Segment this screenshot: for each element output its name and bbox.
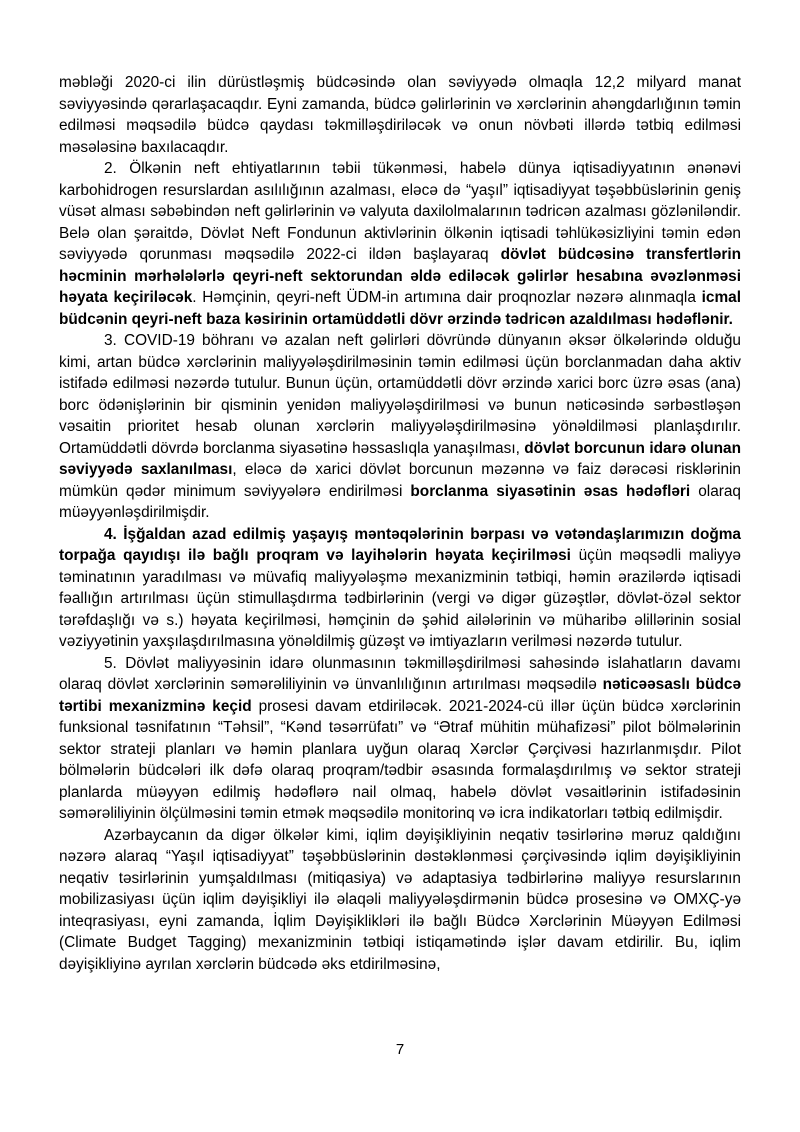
- text-segment: , eləcə də xarici dövlət borcunun məzənnə və faiz dərəcəsi risklərinin mümkün qədər minimum səviyyələrə endirilməsi: [59, 461, 741, 500]
- text-segment: 3. COVID-19 böhranı və azalan neft gəlirləri dövründə dünyanın əksər ölkələrində olduğu kimi, artan büdcə xərclərinin maliyyələşdirilməsinin təmin edilməsi üçün borclanmadan daha aktiv istifadə edilməsi nəzərdə tutulur. Bunun üçün, ortamüddətli dövr ərzində xarici borc üzrə əsas (ana) borc ödənişlərinin bir qisminin yenidən maliyyələşdirilməsi və bunun nəticəsində sərbəstləşən vəsaitin prioritet hesab olunan xərclərin maliyyələşdirilməsinə yönəldilməsi planlaşdırılır. Ortamüddətli dövrdə borclanma siyasətinə həssaslıqla yanaşılması,: [59, 332, 741, 457]
- text-segment: üçün məqsədli maliyyə təminatının yaradılması və müvafiq maliyyələşmə mexanizminin tətbiqi, həmin ərazilərdə iqtisadi fəallığın artırılması üçün stimullaşdırma tədbirlərinin (vergi və digər güzəştlər, dövlət-özəl sektor tərəfdaşlığı və s.) həyata keçirilməsi, həmçinin də şəhid ailələrinin və müharibə əlillərinin sosial vəziyyətinin yaxşılaşdırılmasına yönəldilmiş güzəşt və imtiyazların verilməsi nəzərdə tutulur.: [59, 547, 741, 650]
- text-segment: . Həmçinin, qeyri-neft ÜDM-in artımına dair proqnozlar nəzərə alınmaqla: [192, 289, 702, 306]
- text-segment: 5. Dövlət maliyyəsinin idarə olunmasının təkmilləşdirilməsi sahəsində islahatların davamı olaraq dövlət xərclərinin səmərəliliyinin və ünvanlılığının artırılması məqsədilə: [59, 654, 741, 693]
- text-segment: prosesi davam etdiriləcək. 2021-2024-cü illər üçün büdcə xərclərinin funksional təsnifatının “Təhsil”, “Kənd təsərrüfatı” və “Ətraf mühitin mühafizəsi” pilot bölmələrinin sektor strateji planları və həmin planlara uyğun olaraq Xərclər Çərçivəsi hazırlanmışdır. Pilot bölmələrin büdcələri ilk dəfə olaraq proqram/tədbir əsasında formalaşdırılmış və sektor strateji planlarda müəyyən edilmiş hədəflərə nail olmaq, habelə dövlət vəsaitlərinin istifadəsinin səmərəliliyinin ölçülməsini təmin etmək məqsədilə monitorinq və icra indikatorları tətbiq edilmişdir.: [59, 697, 741, 822]
- text-segment: məbləği 2020-ci ilin dürüstləşmiş büdcəsində olan səviyyədə olmaqla 12,2 milyard manat səviyyəsində qərarlaşacaqdır. Eyni zamanda, büdcə gəlirlərinin və xərclərinin ahəngdarlığının təmin edilməsi məqsədilə büdcə qaydası təkmilləşdiriləcək və onun növbəti illərdə tətbiq edilməsi məsələsinə baxılacaqdır.: [59, 74, 741, 156]
- bold-text-segment: icmal büdcənin qeyri-neft baza kəsirinin ortamüddətli dövr ərzində tədricən azaldılması hədəflənir.: [59, 289, 741, 328]
- paragraph-1: [59, 72, 741, 158]
- text-block: [59, 72, 741, 975]
- paragraph-4: [59, 524, 741, 653]
- text-segment: 2. Ölkənin neft ehtiyatlarının təbii tükənməsi, habelə dünya iqtisadiyyatının ənənəvi karbohidrogen resurslardan asılılığının azalması, eləcə də “yaşıl” iqtisadiyyat təşəbbüslərinin geniş vüsət alması səbəbindən neft gəlirlərinin və valyuta daxilolmalarının tədricən azalması gözləniləndir. Belə olan şəraitdə, Dövlət Neft Fondunun aktivlərinin ölkənin iqtisadi təhlükəsizliyini təmin edən səviyyədə qorunması məqsədilə 2022-ci ildən başlayaraq: [59, 160, 741, 263]
- page-number: 7: [395, 1041, 405, 1058]
- text-segment: Azərbaycanın da digər ölkələr kimi, iqlim dəyişikliyinin neqativ təsirlərinə məruz qaldığını nəzərə alaraq “Yaşıl iqtisadiyyat” təşəbbüslərinin dəstəklənməsi çərçivəsində iqlim dəyişikliyinin neqativ təsirlərinin yumşaldılması (mitiqasiya) və adaptasiya tədbirlərinə maliyyə resurslarının mobilizasiyası üçün iqlim dəyişikliyi ilə əlaqəli maliyyələşdirmənin büdcə prosesinə və OMXÇ-yə inteqrasiyası, eyni zamanda, İqlim Dəyişiklikləri ilə bağlı Büdcə Xərclərinin Müəyyən Edilməsi (Climate Budget Tagging) mexanizminin tətbiqi istiqamətində işlər davam etdirilir. Bu, iqlim dəyişikliyinə ayrılan xərclərin büdcədə əks etdirilməsinə,: [59, 826, 741, 973]
- text-segment: olaraq müəyyənləşdirilmişdir.: [59, 482, 741, 521]
- paragraph-5: [59, 653, 741, 825]
- bold-text-segment: borclanma siyasətinin əsas hədəfləri: [410, 482, 691, 500]
- bold-text-segment: dövlət borcunun idarə olunan səviyyədə saxlanılması: [59, 439, 741, 478]
- paragraph-2: [59, 158, 741, 330]
- paragraph-3: [59, 330, 741, 524]
- bold-text-segment: 4. İşğaldan azad edilmiş yaşayış məntəqələrinin bərpası və vətəndaşlarımızın doğma torpağa qayıdışı ilə bağlı proqram və layihələrin həyata keçirilməsi: [59, 525, 741, 564]
- bold-text-segment: dövlət büdcəsinə transfertlərin həcminin mərhələlərlə qeyri-neft sektorundan əldə ediləcək gəlirlər hesabına əvəzlənməsi həyata keçiriləcək: [59, 246, 741, 306]
- bold-text-segment: nəticəəsaslı büdcə tərtibi mexanizminə keçid: [59, 676, 742, 715]
- paragraph-6: [59, 825, 741, 976]
